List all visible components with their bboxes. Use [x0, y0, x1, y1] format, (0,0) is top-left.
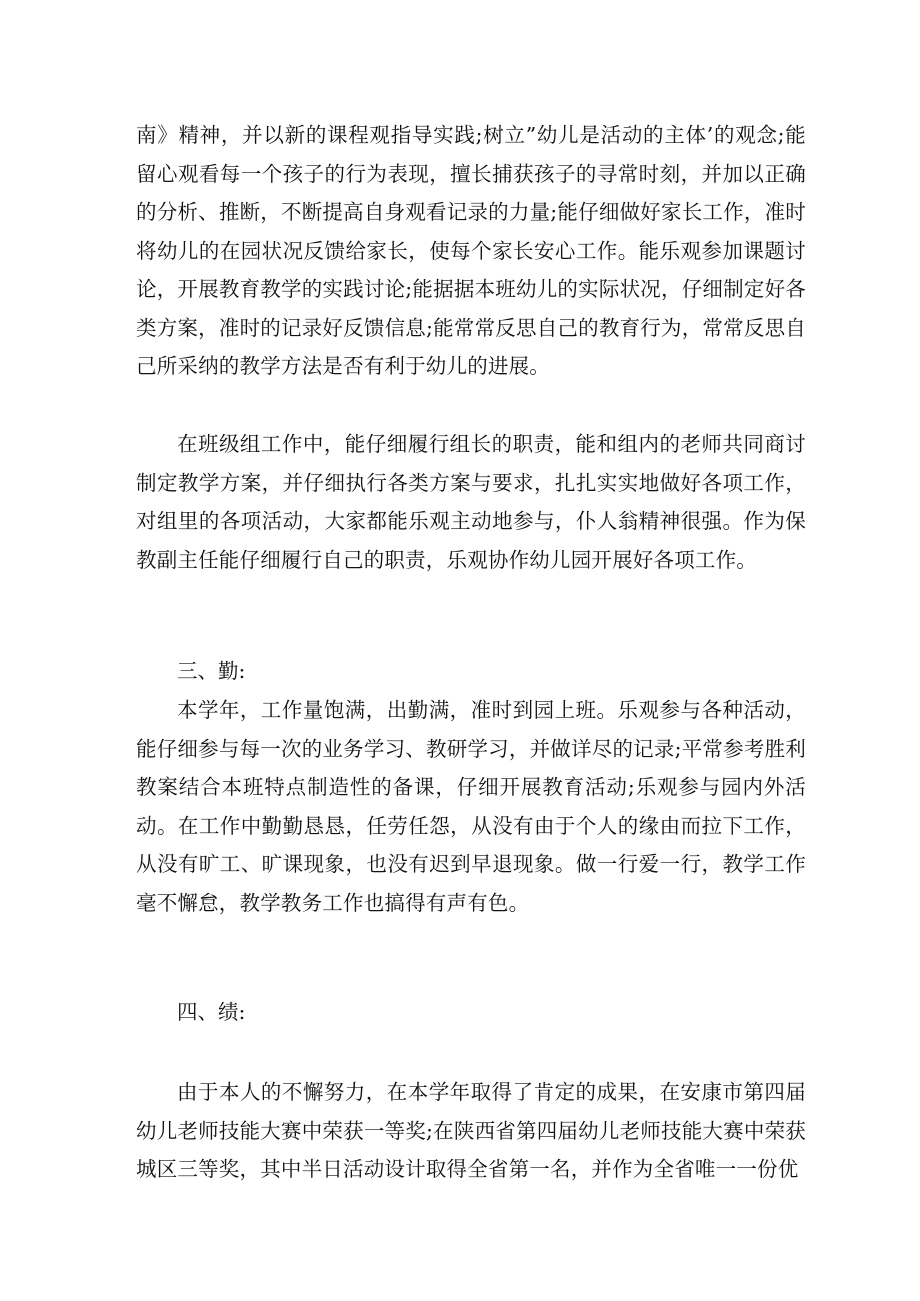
paragraph-text: 本学年，工作量饱满，出勤满，准时到园上班。乐观参与各种活动，能仔细参与每一次的业务学习、教研学习，并做详尽的记录;平常参考胜利教案结合本班特点制造性的备课，仔细开展教育活动;乐观参与园内外活动。在工作中勤勤恳恳，任劳任怨，从没有由于个人的缘由而拉下工作，从没有旷工、旷课现象，也没有迟到早退现象。做一行爱一行，教学工作毫不懈怠，教学教务工作也搞得有声有色。 — [136, 698, 806, 915]
paragraph-class-group-work — [136, 425, 806, 579]
paragraph-text: 由于本人的不懈努力，在本学年取得了肯定的成果，在安康市第四届幼儿老师技能大赛中荣获一等奖;在陕西省第四届幼儿老师技能大赛中荣获城区三等奖，其中半日活动设计取得全省第一名，并作为全省唯一一份优 — [136, 1080, 806, 1181]
paragraph-text: 南》精神，并以新的课程观指导实践;树立”幼儿是活动的主体’的观念;能留心观看每一个孩子的行为表现，擅长捕获孩子的寻常时刻，并加以正确的分析、推断，不断提高自身观看记录的力量;能仔细做好家长工作，准时将幼儿的在园状况反馈给家长，使每个家长安心工作。能乐观参加课题讨论，开展教育教学的实践讨论;能据据本班幼儿的实际状况，仔细制定好各类方案，准时的记录好反馈信息;能常常反思自己的教育行为，常常反思自己所采纳的教学方法是否有利于幼儿的进展。 — [136, 123, 806, 378]
section-heading-achievements: 四、绩: — [177, 1000, 246, 1024]
paragraph-awards — [136, 1073, 806, 1189]
section-heading-diligence: 三、勤: — [177, 659, 246, 683]
paragraph-continued — [136, 116, 806, 386]
paragraph-text: 在班级组工作中，能仔细履行组长的职责，能和组内的老师共同商讨制定教学方案，并仔细执行各类方案与要求，扎扎实实地做好各项工作，对组里的各项活动，大家都能乐观主动地参与，仆人翁精神很强。作为保教副主任能仔细履行自己的职责，乐观协作幼儿园开展好各项工作。 — [136, 432, 806, 572]
paragraph-attendance — [136, 691, 806, 922]
